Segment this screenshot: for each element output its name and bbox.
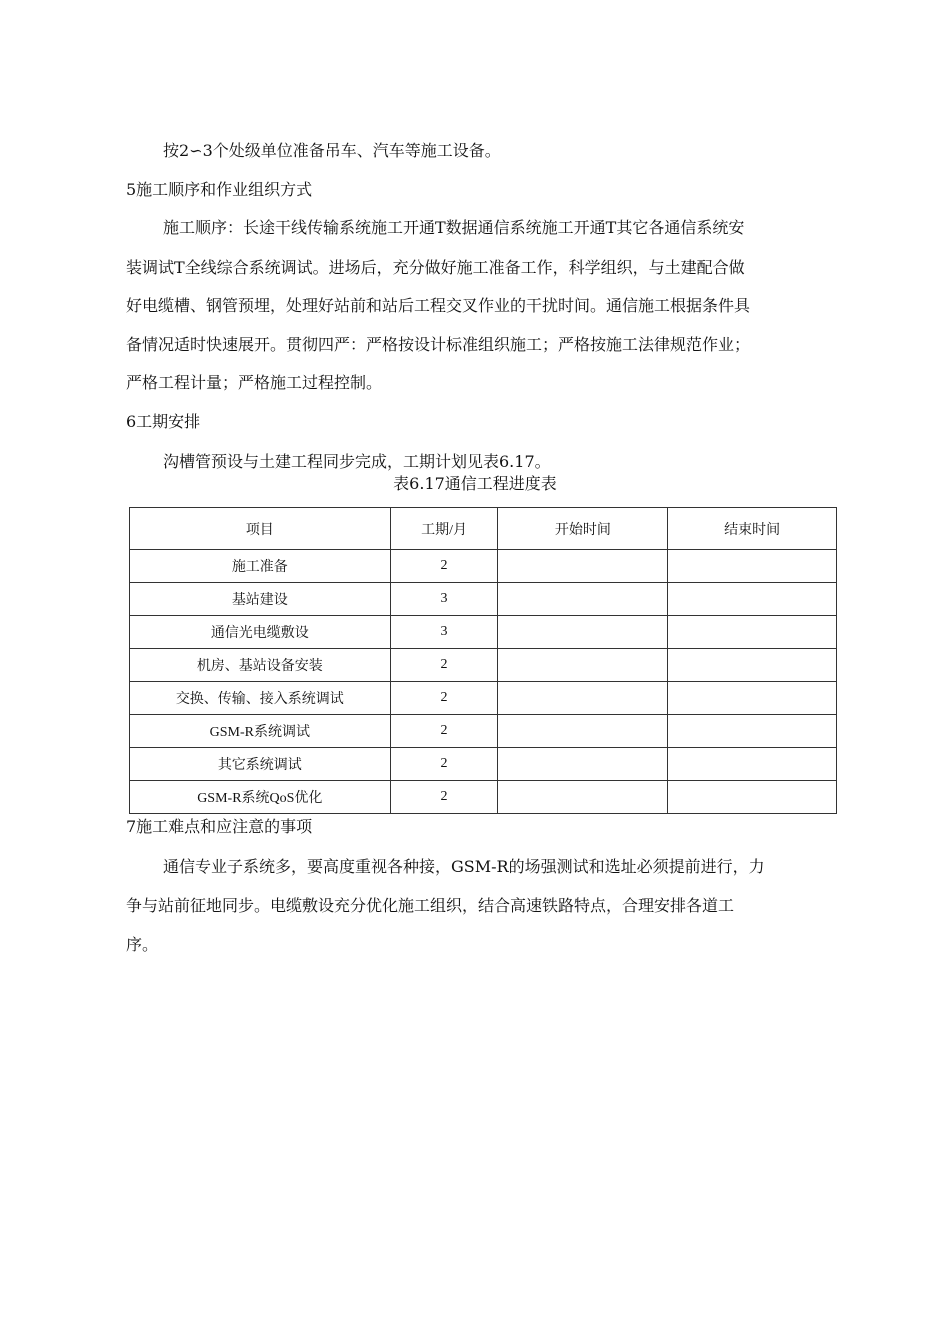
cell-item: 通信光电缆敷设 <box>130 616 391 649</box>
section-heading-6: 6工期安排 <box>126 412 201 431</box>
cell-item: GSM-R系统调试 <box>130 715 391 748</box>
cell-end <box>668 682 837 715</box>
table-row <box>130 682 837 715</box>
cell-start <box>498 550 668 583</box>
cell-end <box>668 715 837 748</box>
cell-start <box>498 649 668 682</box>
cell-start <box>498 682 668 715</box>
cell-end <box>668 781 837 814</box>
section7-line-1: 通信专业子系统多，要高度重视各种接，GSM-R的场强测试和选址必须提前进行，力 <box>163 857 765 876</box>
cell-item: GSM-R系统QoS优化 <box>130 781 391 814</box>
header-end-time: 结束时间 <box>668 508 837 550</box>
section5-line-5: 严格工程计量；严格施工过程控制。 <box>126 373 383 392</box>
cell-duration: 2 <box>390 682 498 715</box>
section-heading-7: 7施工难点和应注意的事项 <box>126 817 313 836</box>
section5-line-4: 备情况适时快速展开。贯彻四严：严格按设计标准组织施工；严格按施工法律规范作业； <box>126 335 751 354</box>
section6-paragraph: 沟槽管预设与土建工程同步完成，工期计划见表6.17。 <box>163 452 551 471</box>
cell-duration: 2 <box>390 649 498 682</box>
cell-end <box>668 748 837 781</box>
cell-duration: 2 <box>390 781 498 814</box>
cell-end <box>668 583 837 616</box>
cell-start <box>498 781 668 814</box>
cell-item: 基站建设 <box>130 583 391 616</box>
cell-start <box>498 583 668 616</box>
table-row <box>130 781 837 814</box>
section7-line-3: 序。 <box>126 935 159 954</box>
table-row <box>130 715 837 748</box>
cell-item: 施工准备 <box>130 550 391 583</box>
section5-line-1: 施工顺序：长途干线传输系统施工开通T数据通信系统施工开通T其它各通信系统安 <box>163 218 745 237</box>
header-item: 项目 <box>130 508 391 550</box>
table-row <box>130 583 837 616</box>
cell-item: 机房、基站设备安装 <box>130 649 391 682</box>
equipment-paragraph: 按2∽3个处级单位准备吊车、汽车等施工设备。 <box>163 141 501 160</box>
section-heading-5: 5施工顺序和作业组织方式 <box>126 180 313 199</box>
table-row <box>130 550 837 583</box>
table-header-row <box>130 508 837 550</box>
section5-line-2: 装调试T全线综合系统调试。进场后，充分做好施工准备工作，科学组织，与土建配合做 <box>126 258 745 277</box>
cell-end <box>668 616 837 649</box>
table-row <box>130 649 837 682</box>
cell-duration: 2 <box>390 748 498 781</box>
cell-duration: 2 <box>390 715 498 748</box>
section5-line-3: 好电缆槽、钢管预埋，处理好站前和站后工程交叉作业的干扰时间。通信施工根据条件具 <box>126 296 751 315</box>
cell-item: 其它系统调试 <box>130 748 391 781</box>
cell-duration: 3 <box>390 616 498 649</box>
table-caption: 表6.17通信工程进度表 <box>393 474 557 493</box>
header-start-time: 开始时间 <box>498 508 668 550</box>
cell-start <box>498 715 668 748</box>
cell-start <box>498 748 668 781</box>
cell-duration: 2 <box>390 550 498 583</box>
cell-duration: 3 <box>390 583 498 616</box>
table-row <box>130 616 837 649</box>
cell-end <box>668 649 837 682</box>
cell-start <box>498 616 668 649</box>
cell-end <box>668 550 837 583</box>
table-row <box>130 748 837 781</box>
progress-table <box>129 507 837 814</box>
section7-line-2: 争与站前征地同步。电缆敷设充分优化施工组织，结合高速铁路特点，合理安排各道工 <box>126 896 735 915</box>
cell-item: 交换、传输、接入系统调试 <box>130 682 391 715</box>
header-duration: 工期/月 <box>390 508 498 550</box>
